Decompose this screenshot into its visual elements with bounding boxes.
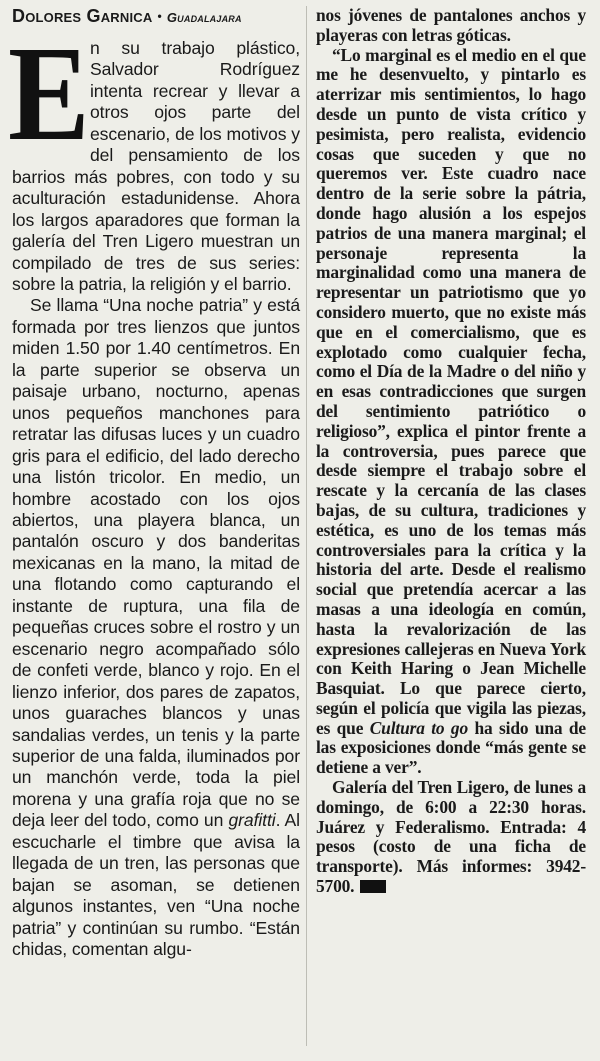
- left-column: [8, 6, 300, 960]
- paragraph-1: [8, 19, 300, 295]
- paragraph-2: [12, 295, 300, 960]
- end-mark: [360, 880, 386, 893]
- italic-title: Cultura to go: [369, 717, 469, 738]
- column-divider: [306, 6, 307, 1046]
- drop-cap: E: [8, 19, 90, 169]
- byline-separator: •: [157, 9, 162, 23]
- paragraph-2-text: Se llama “Una noche patria” y está formada por tres lienzos que juntos miden 1.50 por 1.40 centímetros. En la parte superior se observa un paisaje urbano, nocturno, apenas unos pequeños manchones para retratar las difusas luces y un cuadro gris para el edificio, del lado derecho una listón tricolor. En medio, un hombre acostado con los ojos abiertos, una playera blanca, un pantalón oscuro y dos banderitas mexicanas en la mano, la mitad de una flotando como capturando el instante de ruptura, una fila de pequeñas cruces sobre el rostro y un escenario negro acompañado sólo de confeti verde, blanco y rojo. En el lienzo inferior, dos pares de zapatos, unos guaraches blancos y unas sandalias verdes, un tenis y la parte superior de una falda, iluminados por un manchón verde, toda la piel morena y una grafía roja que no se deja leer del todo, como un: [12, 295, 300, 831]
- author-name: Dolores Garnica: [12, 6, 153, 26]
- paragraph-1-text: n su trabajo plástico, Salvador Rodríguez intenta recrear y llevar a otros ojos parte del escenario, de los motivos y del pensamiento de los barrios más pobres, con todo y su aculturación estadunidense. Ahora los largos aparadores que forman la galería del Tren Ligero muestran un compilado de tres de sus series: sobre la patria, la religión y el barrio.: [12, 38, 300, 294]
- location: Guadalajara: [166, 10, 242, 25]
- paragraph-3-text: nos jóvenes de pantalones anchos y playeras con letras góticas.: [316, 5, 586, 45]
- paragraph-5-text: Galería del Tren Ligero, de lunes a domingo, de 6:00 a 22:30 horas. Juárez y Federalismo. Entrada: 4 pesos (costo de una ficha de transporte). Más informes: 3942-5700.: [316, 777, 586, 897]
- paragraph-4: [316, 46, 586, 778]
- right-column: [316, 6, 586, 897]
- paragraph-4-tail: ha sido una de las exposiciones donde “más gente se detiene a ver”.: [316, 717, 586, 778]
- paragraph-3: [316, 6, 586, 46]
- paragraph-5: [316, 778, 586, 897]
- paragraph-2-tail: . Al escucharle el timbre que avisa la llegada de un tren, las personas que bajan se asoman, se detienen algunos instantes, ven “Una noche patria” y continúan su rumbo. “Están chidas, comentan algu-: [12, 810, 300, 960]
- paragraph-4-text: “Lo marginal es el medio en el que me he desenvuelto, y pintarlo es aterrizar mis sentimientos, lo hago desde un punto de vista crítico y pesimista, pero realista, evidencio cosas que suceden y que no queremos ver. Este cuadro nace dentro de la serie sobre la pátria, donde hago alusión a los espejos patrios de una manera marginal; el personaje representa la marginalidad como una manera de representar un patriotismo que yo considero muerto, que no existe más que en el comercialismo, que es explotado como cualquier fecha, como el Día de la Madre o del niño y en esas contradicciones que surgen del sentimiento patriótico o religioso”, explica el pintor frente a la controversia, pues parece que desde siempre el trabajo sobre el rescate y la cercanía de las clases bajas, de su cultura, tradiciones y estética, es uno de los temas más controversiales para la crítica y la historia del arte. Desde el realismo social que pretendía acercar a las masas a una ideología en común, hasta la revalorización de las expresiones callejeras en Nueva York con Keith Haring o Jean Michelle Basquiat. Lo que parece cierto, según el policía que vigila las piezas, es que: [316, 44, 586, 738]
- italic-word: grafitti: [228, 810, 276, 831]
